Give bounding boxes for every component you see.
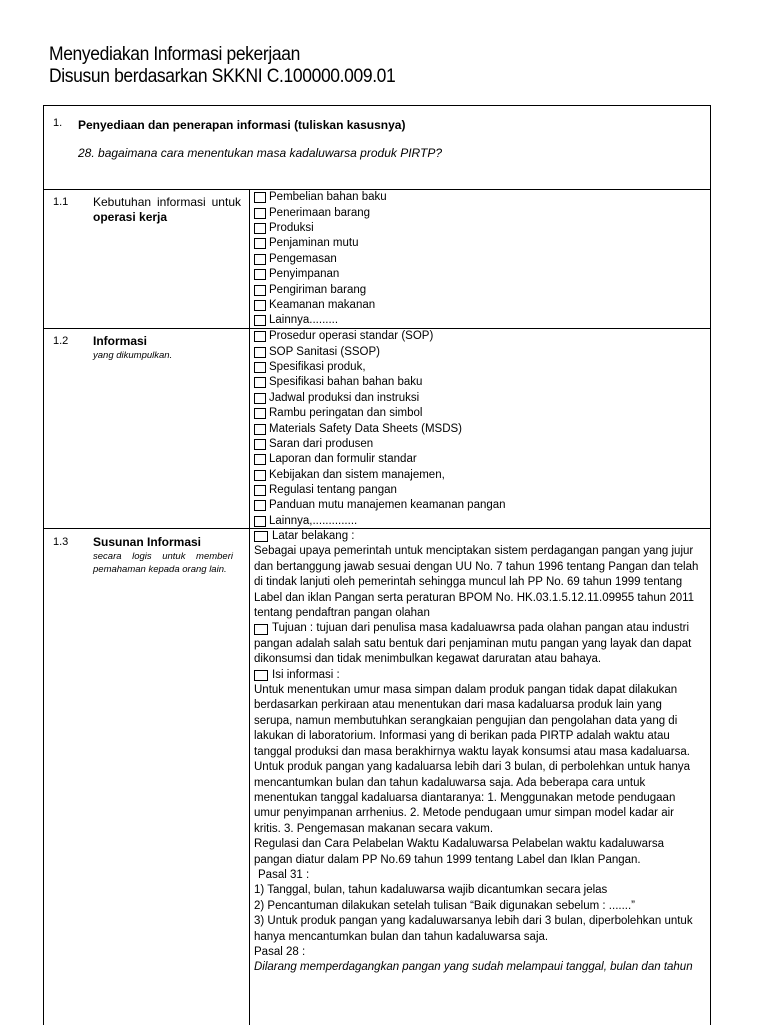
checkbox[interactable] bbox=[254, 408, 266, 419]
latar-heading: Latar belakang : bbox=[254, 529, 709, 544]
checkbox-option[interactable] bbox=[254, 267, 387, 282]
checkbox-option[interactable] bbox=[254, 298, 387, 313]
checkbox[interactable] bbox=[254, 531, 268, 542]
checkbox[interactable] bbox=[254, 439, 266, 450]
checkbox[interactable] bbox=[254, 285, 266, 296]
checkbox-label: Lainnya,.............. bbox=[269, 514, 358, 527]
checkbox-label: Regulasi tentang pangan bbox=[269, 484, 397, 497]
checkbox-option[interactable] bbox=[254, 205, 387, 220]
text-line: pangan adalah salah satu bentuk dari penjaminan mutu pangan yang layak dan dapat bbox=[254, 637, 692, 650]
checkbox-option[interactable] bbox=[254, 375, 506, 390]
text-line: umur penyimpanan arrhenius. 2. Metode pendugaan umur simpan model kadar air bbox=[254, 807, 674, 820]
checkbox-option[interactable] bbox=[254, 360, 506, 375]
checkbox-option[interactable] bbox=[254, 252, 387, 267]
checkbox-label: Keamanan makanan bbox=[269, 298, 376, 311]
checkbox-option[interactable] bbox=[254, 391, 506, 406]
isi-heading: Isi informasi : bbox=[254, 668, 709, 683]
row-label-1-3: Susunan Informasi bbox=[93, 535, 202, 549]
row-sublabel-1-3-line1: secara logis untuk memberi bbox=[93, 551, 233, 562]
text-line: Sebagai upaya pemerintah untuk menciptakan sistem perdagangan pangan yang jujur bbox=[254, 545, 694, 558]
text-line: di tindak lanjuti oleh pemerintah sehingga muncul lah PP No. 69 tahun 1999 tentang bbox=[254, 576, 683, 589]
checkbox[interactable] bbox=[254, 331, 266, 342]
checkbox[interactable] bbox=[254, 223, 266, 234]
checkbox-option[interactable] bbox=[254, 468, 506, 483]
checkbox-option[interactable] bbox=[254, 190, 387, 205]
text-line: tanggal produksi dan masa berakhirnya waktu layak konsumsi atau masa kadaluarsa. bbox=[254, 745, 690, 758]
text-line: serupa, namun membutuhkan serangkaian pengujian dan pengolahan data yang di bbox=[254, 714, 678, 727]
page-title: Menyediakan Informasi pekerjaan bbox=[49, 44, 300, 65]
checkbox-label: Materials Safety Data Sheets (MSDS) bbox=[269, 422, 463, 435]
checkbox-label: Lainnya......... bbox=[269, 314, 339, 327]
checkbox-label: Spesifikasi bahan bahan baku bbox=[269, 376, 423, 389]
checkbox[interactable] bbox=[254, 362, 266, 373]
checkbox-option[interactable] bbox=[254, 282, 387, 297]
checkbox[interactable] bbox=[254, 238, 266, 249]
text-line: hanya mencantumkan bulan dan tahun kadaluwarsa saja. bbox=[254, 930, 549, 943]
checkbox-label: Pembelian bahan baku bbox=[269, 191, 387, 204]
text-line: Pasal 28 : bbox=[254, 945, 306, 958]
checkbox-option[interactable] bbox=[254, 221, 387, 236]
text-line: Untuk produk pangan yang kadaluarsa lebih dari 3 bulan, di perbolehkan untuk hanya bbox=[254, 761, 691, 774]
checkbox-label: Pengiriman barang bbox=[269, 283, 367, 296]
text-line: 3) Untuk produk pangan yang kadaluwarsanya lebih dari 3 bulan, diperbolehkan untuk bbox=[254, 915, 693, 928]
checkbox-option[interactable] bbox=[254, 483, 506, 498]
checkbox-label: Produksi bbox=[269, 221, 314, 234]
checkbox[interactable] bbox=[254, 208, 266, 219]
text-line: dan bertanggung jawab sesuai dengan UU No. 7 tahun 1996 tentang Pangan dan telah bbox=[254, 560, 699, 573]
checkbox-option[interactable] bbox=[254, 313, 387, 328]
checkbox-option[interactable] bbox=[254, 421, 506, 436]
text-line: 1) Tanggal, bulan, tahun kadaluwarsa wajib dicantumkan secara jelas bbox=[254, 884, 608, 897]
checkbox[interactable] bbox=[254, 300, 266, 311]
text-line: Untuk menentukan umur masa simpan dalam produk pangan tidak dapat dilakukan bbox=[254, 684, 678, 697]
checkbox[interactable] bbox=[254, 254, 266, 265]
section-number: 1. bbox=[53, 117, 63, 129]
checkbox[interactable] bbox=[254, 393, 266, 404]
text-line: Regulasi dan Cara Pelabelan Waktu Kadaluwarsa Pelabelan waktu kadaluwarsa bbox=[254, 838, 664, 851]
checkbox[interactable] bbox=[254, 516, 266, 527]
checkbox-label: Prosedur operasi standar (SOP) bbox=[269, 330, 434, 343]
text-line: menentukan tanggal kadaluarsa diantaranya: 1. Menggunakan metode pendugaan bbox=[254, 791, 676, 804]
text-line: Dilarang memperdagangkan pangan yang sudah melampaui tanggal, bulan dan tahun bbox=[254, 961, 693, 974]
checkbox-option[interactable] bbox=[254, 452, 506, 467]
checkbox[interactable] bbox=[254, 347, 266, 358]
tujuan-line: Tujuan : tujuan dari penulisa masa kadaluawrsa pada olahan pangan atau industri bbox=[254, 621, 709, 636]
text-line: berdasarkan perkiraan atau menentukan dari masa kadaluarsa produk lain yang bbox=[254, 699, 662, 712]
checkbox-label: Jadwal produksi dan instruksi bbox=[269, 391, 420, 404]
page-subtitle: Disusun berdasarkan SKKNI C.100000.009.01 bbox=[49, 66, 396, 87]
column-divider bbox=[249, 189, 250, 1025]
text-line: Label dan iklan Pangan serta peraturan BPOM No. HK.03.1.5.12.11.09955 tahun 2011 bbox=[254, 591, 695, 604]
checkbox[interactable] bbox=[254, 624, 268, 635]
text-line: lakukan di laboratorium. Informasi yang di berikan pada PIRTP adalah waktu atau bbox=[254, 730, 670, 743]
text-line: kritis. 3. Pengemasan makanan secara vakum. bbox=[254, 822, 494, 835]
checkbox-label: Penjaminan mutu bbox=[269, 237, 359, 250]
row-sublabel-1-3-line2: pemahaman kepada orang lain. bbox=[93, 564, 227, 575]
text-line: 2) Pencantuman dilakukan setelah tulisan “Baik digunakan sebelum : .......” bbox=[254, 899, 635, 912]
checkbox-label: Kebijakan dan sistem manajemen, bbox=[269, 468, 445, 481]
text-line: dikonsumsi dan tidak menimbulkan kegawat daruratan atau bahaya. bbox=[254, 653, 602, 666]
checkbox-option[interactable] bbox=[254, 329, 506, 344]
checkbox[interactable] bbox=[254, 192, 266, 203]
isi-paragraph bbox=[254, 683, 709, 976]
checkbox[interactable] bbox=[254, 377, 266, 388]
checkbox[interactable] bbox=[254, 315, 266, 326]
text-line: mencantumkan bulan dan tahun kadaluwarsa saja. Ada beberapa cara untuk bbox=[254, 776, 646, 789]
row-number-1-2: 1.2 bbox=[53, 335, 69, 347]
checkbox[interactable] bbox=[254, 485, 266, 496]
row-number-1-3: 1.3 bbox=[53, 536, 69, 548]
checkbox[interactable] bbox=[254, 470, 266, 481]
checkbox-option[interactable] bbox=[254, 236, 387, 251]
checkbox[interactable] bbox=[254, 670, 268, 681]
checkbox-list-1-1 bbox=[254, 190, 387, 329]
checkbox-label: Laporan dan formulir standar bbox=[269, 453, 417, 466]
checkbox-label: Penerimaan barang bbox=[269, 206, 371, 219]
checkbox-label: Rambu peringatan dan simbol bbox=[269, 407, 423, 420]
checkbox-label: Pengemasan bbox=[269, 252, 337, 265]
text-line: pangan diatur dalam PP No.69 tahun 1999 tentang Label dan Iklan Pangan. bbox=[254, 853, 641, 866]
checkbox-option[interactable] bbox=[254, 437, 506, 452]
latar-paragraph bbox=[254, 544, 709, 621]
checkbox-label: Spesifikasi produk, bbox=[269, 360, 366, 373]
checkbox-option[interactable] bbox=[254, 344, 506, 359]
checkbox[interactable] bbox=[254, 269, 266, 280]
checkbox-label: SOP Sanitasi (SSOP) bbox=[269, 345, 380, 358]
tujuan-paragraph bbox=[254, 637, 709, 668]
checkbox[interactable] bbox=[254, 424, 266, 435]
checkbox-label: Penyimpanan bbox=[269, 268, 340, 281]
checkbox-option[interactable] bbox=[254, 406, 506, 421]
section-heading: Penyediaan dan penerapan informasi (tuliskan kasusnya) bbox=[78, 118, 406, 132]
form-table bbox=[43, 105, 711, 1025]
checkbox-label: Saran dari produsen bbox=[269, 437, 374, 450]
checkbox-list-1-2 bbox=[254, 329, 506, 529]
text-line: tentang pendaftran pangan olahan bbox=[254, 607, 430, 620]
row-label-1-1: Kebutuhan informasi untuk bbox=[93, 195, 241, 209]
checkbox-label: Panduan mutu manajemen keamanan pangan bbox=[269, 499, 506, 512]
text-line: Pasal 31 : bbox=[258, 868, 310, 881]
row-sublabel-1-2: yang dikumpulkan. bbox=[93, 350, 173, 361]
row-label-1-1-bold: operasi kerja bbox=[93, 210, 168, 224]
info-content bbox=[254, 529, 709, 976]
checkbox-option[interactable] bbox=[254, 498, 506, 513]
row-number-1-1: 1.1 bbox=[53, 196, 69, 208]
case-question: 28. bagaimana cara menentukan masa kadaluwarsa produk PIRTP? bbox=[78, 146, 442, 160]
row-label-1-2: Informasi bbox=[93, 334, 148, 348]
checkbox[interactable] bbox=[254, 454, 266, 465]
checkbox[interactable] bbox=[254, 500, 266, 511]
checkbox-option[interactable] bbox=[254, 514, 506, 529]
